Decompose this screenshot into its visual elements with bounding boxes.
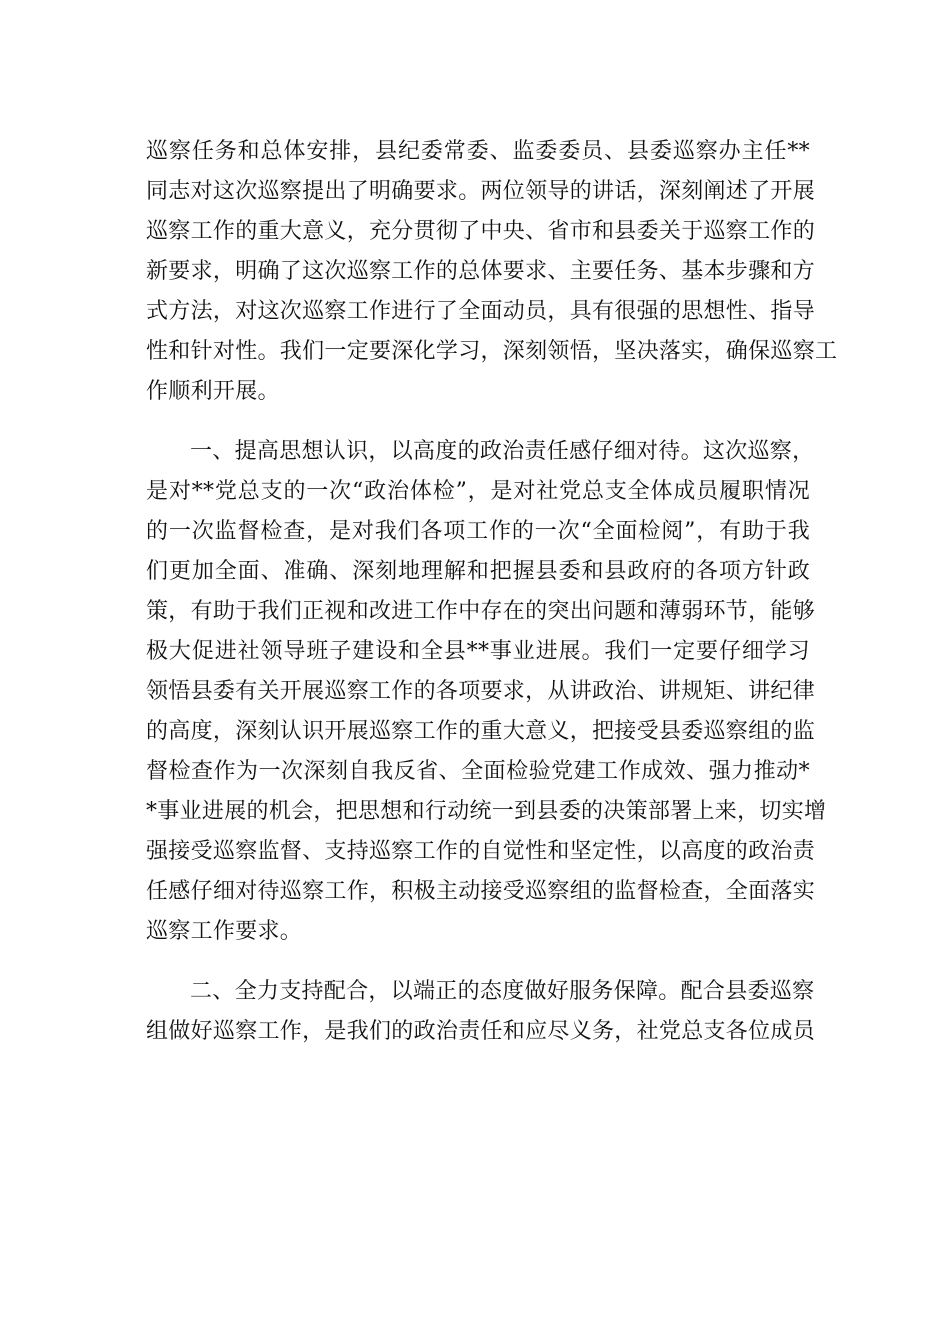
paragraph-line: 式方法，对这次巡察工作进行了全面动员，具有很强的思想性、指导 xyxy=(146,299,816,324)
paragraph-line: 策，有助于我们正视和改进工作中存在的突出问题和薄弱环节，能够 xyxy=(146,599,816,624)
document-body xyxy=(146,132,838,1052)
paragraph-line: 督检查作为一次深刻自我反省、全面检验党建工作成效、强力推动* xyxy=(146,759,810,784)
paragraph-line: 二、全力支持配合，以端正的态度做好服务保障。配合县委巡察 xyxy=(190,979,815,1004)
paragraph-line: 组做好巡察工作，是我们的政治责任和应尽义务，社党总支各位成员 xyxy=(146,1019,816,1044)
paragraph-line: 是对**党总支的一次“政治体检”，是对社党总支全体成员履职情况 xyxy=(146,479,810,504)
paragraph-line: 性和针对性。我们一定要深化学习，深刻领悟，坚决落实，确保巡察工 xyxy=(146,339,838,364)
paragraph-line: 一、提高思想认识，以高度的政治责任感仔细对待。这次巡察， xyxy=(190,439,815,464)
paragraph-line: 极大促进社领导班子建设和全县**事业进展。我们一定要仔细学习 xyxy=(146,639,810,664)
paragraph-line: 的高度，深刻认识开展巡察工作的重大意义，把接受县委巡察组的监 xyxy=(146,719,816,744)
paragraph-line: 任感仔细对待巡察工作，积极主动接受巡察组的监督检查，全面落实 xyxy=(146,879,816,904)
paragraph-spacer xyxy=(146,952,810,972)
paragraph-line: 的一次监督检查，是对我们各项工作的一次“全面检阅”，有助于我 xyxy=(146,519,810,544)
paragraph-line: 巡察工作要求。 xyxy=(146,919,303,944)
paragraph-line: *事业进展的机会，把思想和行动统一到县委的决策部署上来，切实增 xyxy=(146,799,827,824)
paragraph-line: 同志对这次巡察提出了明确要求。两位领导的讲话，深刻阐述了开展 xyxy=(146,179,816,204)
paragraph-line: 领悟县委有关开展巡察工作的各项要求，从讲政治、讲规矩、讲纪律 xyxy=(146,679,816,704)
paragraph-line: 们更加全面、准确、深刻地理解和把握县委和县政府的各项方针政 xyxy=(146,559,810,584)
paragraph-line: 强接受巡察监督、支持巡察工作的自觉性和坚定性，以高度的政治责 xyxy=(146,839,816,864)
paragraph-line: 作顺利开展。 xyxy=(146,379,280,404)
paragraph-line: 新要求，明确了这次巡察工作的总体要求、主要任务、基本步骤和方 xyxy=(146,259,816,284)
paragraph-line: 巡察任务和总体安排，县纪委常委、监委委员、县委巡察办主任** xyxy=(146,139,810,164)
paragraph-spacer xyxy=(146,412,810,432)
paragraph-line: 巡察工作的重大意义，充分贯彻了中央、省市和县委关于巡察工作的 xyxy=(146,219,816,244)
